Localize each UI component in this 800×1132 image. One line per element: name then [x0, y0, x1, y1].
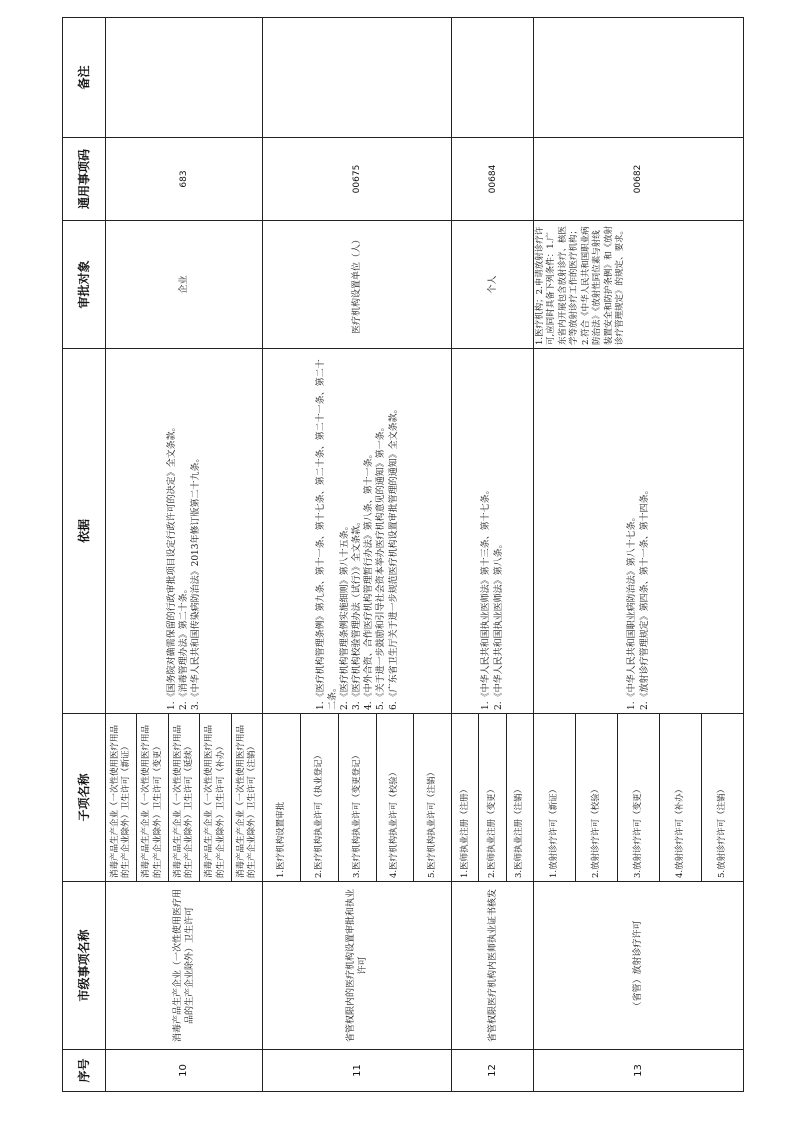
basis-line: 1.《中华人民共和国职业病防治法》第八十七条。	[627, 512, 638, 710]
row-sub-item: 2.放射诊疗许可（校验）	[575, 714, 617, 882]
row-code: 00675	[263, 138, 452, 221]
row-target: 1.医疗机构；2.申请放射诊疗许可,应同时具备下列条件：1.广东省内开展包含放射诊疗、核医学等放射诊疗工作的医疗机构；2.符合《中华人民共和国职业病防治法》《放射性同位素与射线装置安全和防护条例》和《放射诊疗管理规定》的规定、要求。	[534, 221, 744, 349]
row-city-item: （省管）放射诊疗许可	[534, 882, 744, 1050]
basis-line: 5.《关于进一步鼓励和引导社会资本举办医疗机构意见的通知》第一条。	[376, 422, 387, 710]
header-code: 通用事项码	[63, 138, 106, 221]
row-sub-item: 消毒产品生产企业（一次性使用医疗用品的生产企业除外）卫生许可（注销）	[231, 714, 262, 882]
basis-line: 2.《医疗机构管理条例实施细则》第八十五条。	[340, 521, 351, 710]
row-code: 00684	[452, 138, 534, 221]
row-remark	[263, 18, 452, 138]
row-sub-item: 3.放射诊疗许可（变更）	[617, 714, 659, 882]
row-sub-item: 5.放射诊疗许可（注销）	[701, 714, 743, 882]
header-city-item: 市级事项名称	[63, 882, 106, 1050]
row-city-item: 消毒产品生产企业（一次性使用医疗用品的生产企业除外）卫生许可	[106, 882, 263, 1050]
basis-line: 1.《国务院对确需保留的行政审批项目设定行政许可的决定》全文条款。	[166, 422, 177, 710]
row-seq: 13	[534, 1050, 744, 1092]
header-sub-item: 子项名称	[63, 714, 106, 882]
row-basis	[263, 349, 452, 714]
basis-line: 3.《医疗机构校验管理办法（试行）》全文条款。	[352, 516, 363, 710]
table-row	[452, 18, 479, 1092]
basis-line: 2.《放射诊疗管理规定》第四条、第十一条、第十四条。	[639, 485, 650, 710]
row-basis	[106, 349, 263, 714]
row-code: 683	[106, 138, 263, 221]
row-sub-item: 消毒产品生产企业（一次性使用医疗用品的生产企业除外）卫生许可（新证）	[106, 714, 137, 882]
row-basis	[534, 349, 744, 714]
row-remark	[534, 18, 744, 138]
basis-line: 4.《中外合资、合作医疗机构管理暂行办法》第八条、第十一条。	[364, 449, 375, 710]
approval-items-table	[62, 17, 744, 1092]
row-sub-item: 消毒产品生产企业（一次性使用医疗用品的生产企业除外）卫生许可（延续）	[168, 714, 199, 882]
table-row	[106, 18, 137, 1092]
row-sub-item: 2.医师执业注册（变更）	[479, 714, 506, 882]
table-row	[263, 18, 301, 1092]
basis-line: 1.《医疗机构管理条例》第九条、第十一条、第十七条、第二十条、第二十一条、第二十二条。	[315, 359, 338, 710]
row-sub-item: 2.医疗机构执业许可（执业登记）	[301, 714, 339, 882]
row-seq: 10	[106, 1050, 263, 1092]
row-target: 个人	[452, 221, 534, 349]
row-sub-item: 消毒产品生产企业（一次性使用医疗用品的生产企业除外）卫生许可（补办）	[200, 714, 231, 882]
header-seq: 序号	[63, 1050, 106, 1092]
row-sub-item: 3.医师执业注册（注销）	[506, 714, 533, 882]
header-target: 审批对象	[63, 221, 106, 349]
row-basis	[452, 349, 534, 714]
row-seq: 11	[263, 1050, 452, 1092]
row-target: 医疗机构设置单位（人）	[263, 221, 452, 349]
row-remark	[452, 18, 534, 138]
row-city-item: 省管权限内的医疗机构设置审批和执业许可	[263, 882, 452, 1050]
row-remark	[106, 18, 263, 138]
header-remark: 备注	[63, 18, 106, 138]
row-sub-item: 4.医疗机构执业许可（校验）	[376, 714, 414, 882]
row-target: 企业	[106, 221, 263, 349]
basis-line: 6.《广东省卫生厅关于进一步规范医疗机构设置审批管理的通知》全文条款。	[388, 404, 399, 710]
row-sub-item: 4.放射诊疗许可（补办）	[659, 714, 701, 882]
row-city-item: 省管权限医疗机构内医师执业证书核发	[452, 882, 534, 1050]
header-basis: 依据	[63, 349, 106, 714]
row-sub-item: 1.医疗机构设置审批	[263, 714, 301, 882]
basis-line: 2.《中华人民共和国执业医师法》第八条。	[493, 539, 504, 710]
basis-line: 3.《中华人民共和国传染病防治法》2013年修订版第二十九条。	[191, 453, 202, 710]
table-row	[534, 18, 576, 1092]
row-sub-item: 1.放射诊疗许可（新证）	[534, 714, 576, 882]
header-row	[63, 18, 106, 1092]
row-sub-item: 5.医疗机构执业许可（注销）	[414, 714, 452, 882]
basis-line: 1.《中华人民共和国执业医师法》第十三条、第十七条。	[481, 485, 492, 710]
row-sub-item: 消毒产品生产企业（一次性使用医疗用品的生产企业除外）卫生许可（变更）	[137, 714, 168, 882]
basis-line: 2.《消毒管理办法》第二十条。	[179, 584, 190, 710]
row-seq: 12	[452, 1050, 534, 1092]
row-sub-item: 1.医师执业注册（注册）	[452, 714, 479, 882]
row-sub-item: 3.医疗机构执业许可（变更登记）	[338, 714, 376, 882]
row-code: 00682	[534, 138, 744, 221]
